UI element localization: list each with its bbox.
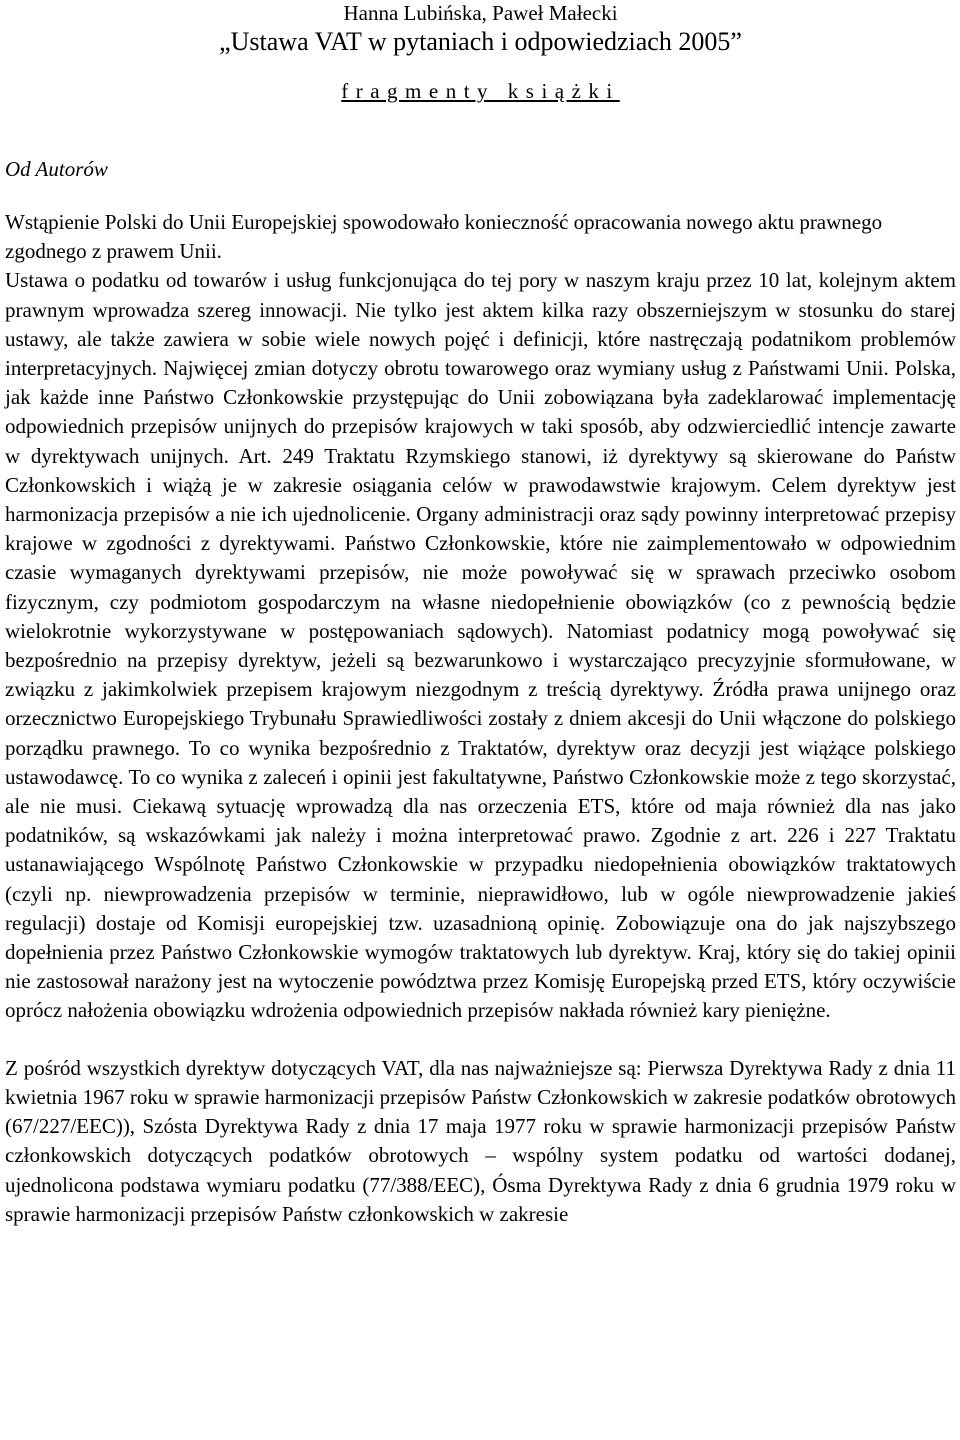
- section-heading: Od Autorów: [5, 157, 108, 181]
- paragraph-intro: Wstąpienie Polski do Unii Europejskiej spowodowało konieczność opracowania nowego aktu prawnego zgodnego z prawem Unii.: [5, 210, 883, 264]
- document-subtitle: fragmenty książki: [341, 79, 620, 103]
- document-title: „Ustawa VAT w pytaniach i odpowiedziach 2005”: [219, 27, 742, 56]
- document-authors: Hanna Lubińska, Paweł Małecki: [343, 1, 618, 25]
- paragraph-main: Ustawa o podatku od towarów i usług funkcjonująca do tej pory w naszym kraju przez 10 lat, kolejnym aktem prawnym wprowadza szereg innowacji. Nie tylko jest aktem kilka razy obszerniejszym w stosunku do starej ustawy, ale także zawiera w sobie wiele nowych pojęć i definicji, które nastręczają podatnikom problemów interpretacyjnych. Najwięcej zmian dotyczy obrotu towarowego oraz wymiany usług z Państwami Unii. Polska, jak każde inne Państwo Członkowskie przystępując do Unii zobowiązana była zadeklarować implementację odpowiednich przepisów unijnych do przepisów krajowych w taki sposób, aby odzwierciedlić intencje zawarte w dyrektywach unijnych. Art. 249 Traktatu Rzymskiego stanowi, iż dyrektywy są skierowane do Państw Członkowskich i wiążą je w zakresie osiągania celów w prawodawstwie krajowym. Celem dyrektyw jest harmonizacja przepisów a nie ich ujednolicenie. Organy administracji oraz sądy powinny interpretować przepisy krajowe w zgodności z dyrektywami. Państwo Członkowskie, które nie zaimplementowało w odpowiednim czasie wymaganych dyrektywami przepisów, nie może powoływać się w sprawach przeciwko osobom fizycznym, czy podmiotom gospodarczym na własne niedopełnienie obowiązków (co z pewnością będzie wielokrotnie wykorzystywane w postępowaniach sądowych). Natomiast podatnicy mogą powoływać się bezpośrednio na przepisy dyrektyw, jeżeli są bezwarunkowo i wystarczająco precyzyjnie sformułowane, w związku z jakimkolwiek przepisem krajowym niezgodnym z treścią dyrektywy. Źródła prawa unijnego oraz orzecznictwo Europejskiego Trybunału Sprawiedliwości zostały z dniem akcesji do Unii włączone do polskiego porządku prawnego. To co wynika bezpośrednio z Traktatów, dyrektyw oraz decyzji jest wiążące polskiego ustawodawcę. To co wynika z zaleceń i opinii jest fakultatywne, Państwo Członkowskie może z tego skorzystać, ale nie musi. Ciekawą sytuację wprowadzą dla nas orzeczenia ETS, które od maja również dla nas jako podatników, są wskazówkami jak należy i można interpretować prawo. Zgodnie z art. 226 i 227 Traktatu ustanawiającego Wspólnotę Państwo Członkowskie w przypadku niedopełnienia obowiązków traktatowych (czyli np. niewprowadzenia przepisów w terminie, nieprawidłowo, lub w ogóle niewprowadzenie jakieś regulacji) dostaje od Komisji europejskiej tzw. uzasadnioną opinię. Zobowiązuje ona do jak najszybszego dopełnienia przez Państwo Członkowskie wymogów traktatowych lub dyrektyw. Kraj, który się do takiej opinii nie zastosował narażony jest na wytoczenie powództwa przez Komisję Europejską przed ETS, który oczywiście oprócz nałożenia obowiązku wdrożenia odpowiednich przepisów nakłada również kary pieniężne.: [5, 268, 956, 1023]
- paragraph-directives: Z pośród wszystkich dyrektyw dotyczących VAT, dla nas najważniejsze są: Pierwsza Dyrektywa Rady z dnia 11 kwietnia 1967 roku w sprawie harmonizacji przepisów Państw Członkowskich w zakresie podatków obrotowych (67/227/EEC)), Szósta Dyrektywa Rady z dnia 17 maja 1977 roku w sprawie harmonizacji przepisów Państw członkowskich dotyczących podatków obrotowych – wspólny system podatku od wartości dodanej, ujednolicona podstawa wymiaru podatku (77/388/EEC), Ósma Dyrektywa Rady z dnia 6 grudnia 1979 roku w sprawie harmonizacji przepisów Państw członkowskich w zakresie: [5, 1055, 956, 1226]
